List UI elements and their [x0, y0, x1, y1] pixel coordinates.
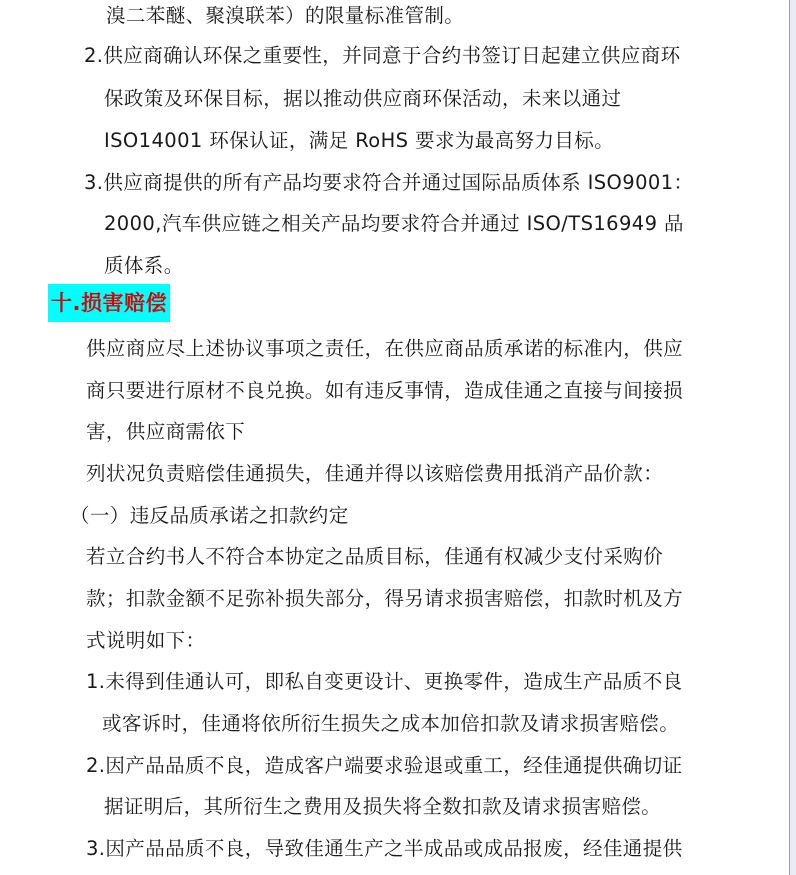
s10-sub-intro-line2: 款；扣款金额不足弥补损失部分，得另请求损害赔偿，扣款时机及方 — [86, 587, 684, 610]
s9-item1-tail-line: 溴二苯醚、聚溴联苯）的限量标准管制。 — [106, 4, 465, 27]
s10-item3-line1: 3.因产品品质不良，导致佳通生产之半成品或成品报废，经佳通提供 — [86, 837, 683, 860]
s9-item2-line1: 2.供应商确认环保之重要性，并同意于合约书签订日起建立供应商环 — [84, 44, 681, 67]
s9-item2-line2: 保政策及环保目标，据以推动供应商环保活动，未来以通过 — [104, 87, 622, 110]
s10-intro-line1: 供应商应尽上述协议事项之责任，在供应商品质承诺的标准内，供应 — [86, 337, 684, 360]
section-ten-heading: 十.损害赔偿 — [48, 284, 170, 322]
s10-intro-line4: 列状况负责赔偿佳通损失，佳通并得以该赔偿费用抵消产品价款： — [86, 462, 664, 485]
s9-item3-line2: 2000,汽车供应链之相关产品均要求符合并通过 ISO/TS16949 品 — [104, 212, 684, 235]
s10-item2-line2: 据证明后，其所衍生之费用及损失将全数扣款及请求损害赔偿。 — [104, 795, 662, 818]
s9-item3-line3: 质体系。 — [104, 254, 184, 277]
s10-intro-line2: 商只要进行原材不良兑换。如有违反事情，造成佳通之直接与间接损 — [86, 379, 684, 402]
s9-item2-line3: ISO14001 环保认证，满足 RoHS 要求为最高努力目标。 — [104, 129, 615, 152]
s10-item2-line1: 2.因产品品质不良，造成客户端要求验退或重工，经佳通提供确切证 — [86, 754, 683, 777]
s10-sub-intro-line1: 若立合约书人不符合本协定之品质目标，佳通有权减少支付采购价 — [86, 545, 664, 568]
s10-sub-intro-line3: 式说明如下： — [86, 629, 206, 652]
s10-subheading: （一）违反品质承诺之扣款约定 — [70, 504, 349, 527]
s10-item1-line1: 1.未得到佳通认可，即私自变更设计、更换零件，造成生产品质不良 — [86, 670, 683, 693]
s10-item1-line2: 或客诉时，佳通将依所衍生损失之成本加倍扣款及请求损害赔偿。 — [102, 712, 680, 735]
s9-item3-line1: 3.供应商提供的所有产品均要求符合并通过国际品质体系 ISO9001： — [84, 171, 694, 194]
page-right-edge — [789, 0, 796, 875]
s10-intro-line3: 害，供应商需依下 — [86, 420, 246, 443]
